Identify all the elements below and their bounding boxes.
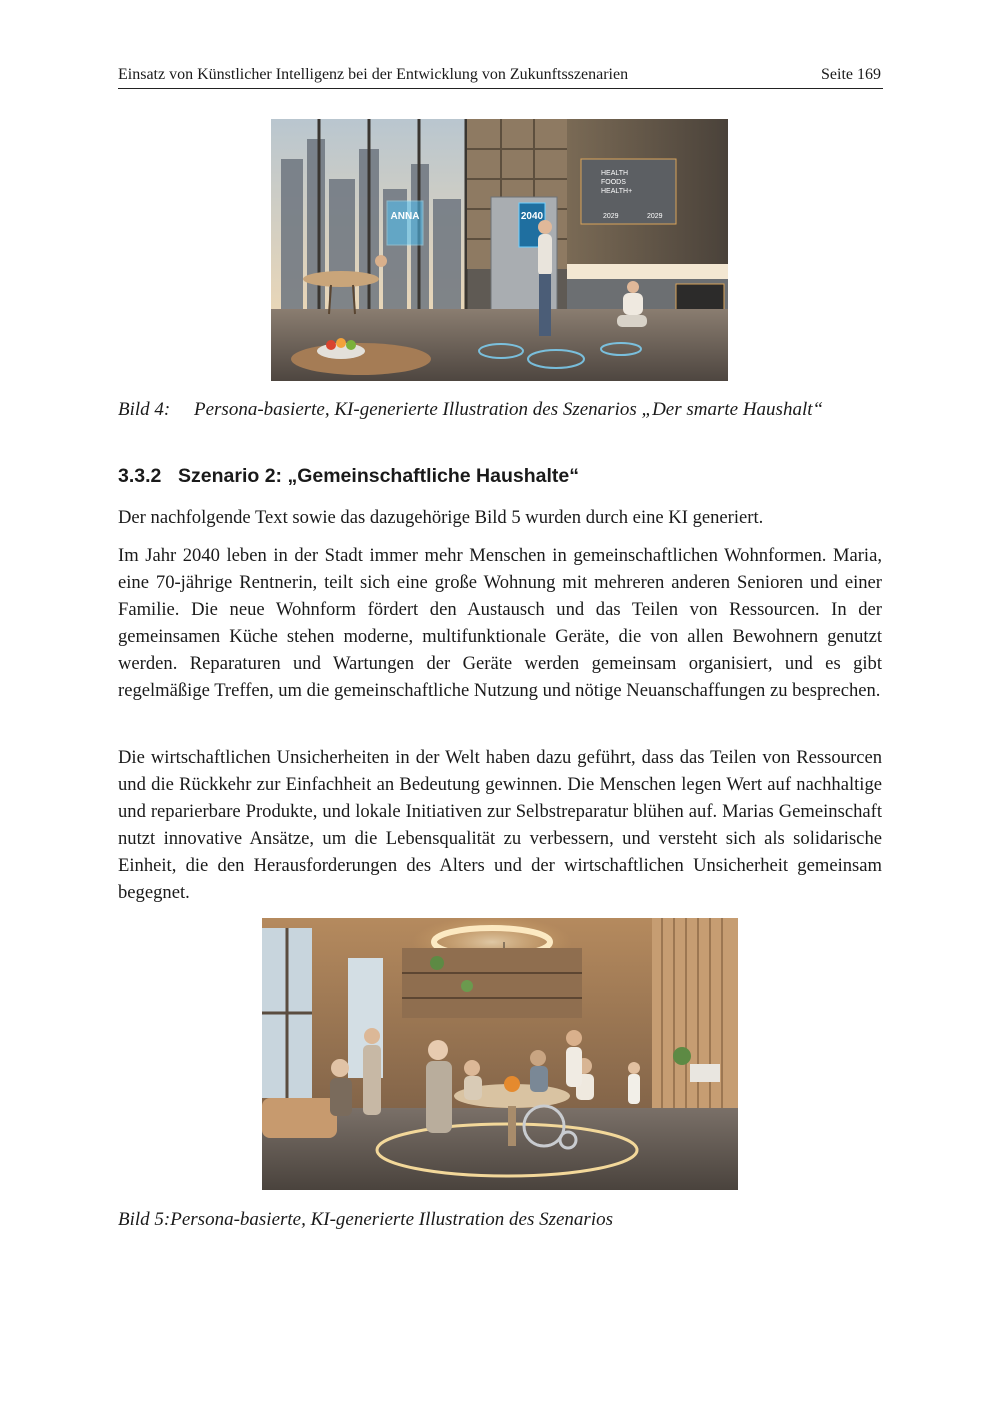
- figure-4-caption: [118, 399, 823, 421]
- hologram-screen: [387, 201, 423, 245]
- panel-line-2: FOODS: [601, 179, 626, 186]
- communal-household-illustration: [262, 918, 738, 1190]
- panel-line-3: HEALTH+: [601, 188, 633, 195]
- figure-smart-household: [271, 119, 728, 381]
- sofa: [262, 1098, 337, 1138]
- panel-year-1: 2029: [603, 213, 619, 220]
- page-header: [118, 66, 883, 89]
- woman-at-fridge: [538, 220, 552, 336]
- back-shelves: [402, 948, 582, 1018]
- paragraph-intro: Der nachfolgende Text sowie das dazugehörige Bild 5 wurden durch eine KI generiert.: [118, 507, 764, 528]
- elderly-man-sofa: [330, 1059, 352, 1116]
- child: [375, 255, 387, 267]
- fruit-on-table: [504, 1076, 520, 1092]
- page-number: Seite 169: [821, 66, 881, 83]
- panel-year-2: 2029: [647, 213, 663, 220]
- section-number: 3.3.2: [118, 465, 162, 487]
- section-heading: [118, 465, 579, 488]
- figure-communal-household: [262, 918, 738, 1190]
- paragraph-scenario: Im Jahr 2040 leben in der Stadt immer mehr Menschen in gemeinschaftlichen Wohnformen. Maria, eine 70-jährige Rentnerin, teilt sich eine große Wohnung mit mehreren anderen Senioren und einer Familie. Die neue Wohnform fördert den Austausch und das Teilen von Ressourcen. In der gemeinsamen Küche stehen moderne, multifunktionale Geräte, die von allen Bewohnern genutzt werden. Reparaturen und Wartungen der Geräte werden gemeinsam organisiert, und es gibt regelmäßige Treffen, um die gemeinschaftliche Nutzung und nötige Neuanschaffungen zu besprechen.: [118, 545, 882, 701]
- hologram-label: ANNA: [390, 211, 420, 222]
- caption-text: Persona-basierte, KI-generierte Illustration des Szenarios „Der smarte Haushalt“: [194, 399, 824, 420]
- caption-label: Bild 4:: [118, 399, 171, 420]
- figure-5-caption: Bild 5:Persona-basierte, KI-generierte Illustration des Szenarios: [118, 1209, 613, 1230]
- plant: [673, 1047, 691, 1065]
- fridge-year: 2040: [520, 211, 544, 222]
- wood-slat-wall: [652, 918, 738, 1118]
- section-title: Szenario 2: „Gemeinschaftliche Haushalte“: [178, 465, 579, 487]
- man-standing-right: [566, 1030, 582, 1087]
- running-title: Einsatz von Künstlicher Intelligenz bei der Entwicklung von Zukunftsszenarien: [118, 66, 629, 83]
- smart-household-illustration: [271, 119, 728, 381]
- paragraph-context: Die wirtschaftlichen Unsicherheiten in der Welt haben dazu geführt, dass das Teilen von Ressourcen und die Rückkehr zur Einfachheit an Bedeutung gewinnen. Die Menschen legen Wert auf nachhaltige und reparierbare Produkte, und lokale Initiativen zur Selbstreparatur blühen auf. Marias Gemeinschaft nutzt innovative Ansätze, um die Lebensqualität zu verbessern, und versteht sich als solidarische Einheit, die den Herausforderungen des Alters und der wirtschaftlichen Unsicherheit gemeinsam begegnet.: [118, 747, 882, 903]
- microwave: [690, 1064, 720, 1082]
- panel-line-1: HEALTH: [601, 170, 629, 177]
- child-right: [628, 1062, 640, 1104]
